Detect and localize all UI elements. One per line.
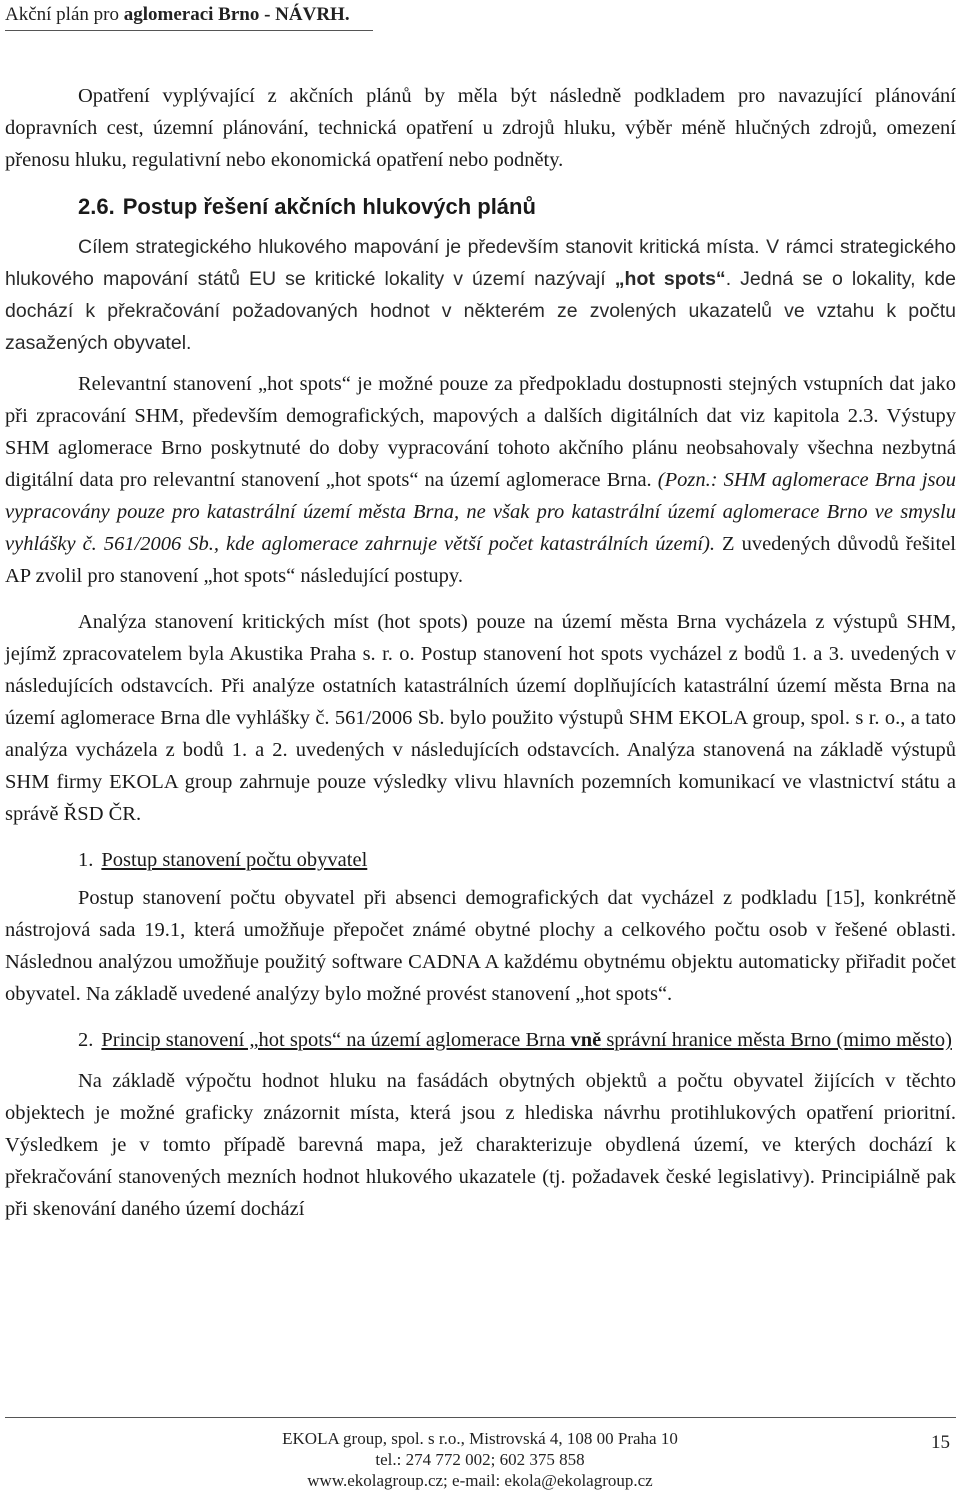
item-2-title-b: správní hranice města Brno (mimo město) bbox=[601, 1029, 952, 1051]
section-number: 2.6. bbox=[78, 194, 115, 219]
p2-note: (Pozn.: SHM aglomerace Brna jsou vypracovány pouze pro katastrální území města Brna, ne však pro katastrální území aglomerace Brno ve smyslu vyhlášky č. 561/2006 Sb., kde aglomerace zahrnuje větší počet katastrálních území). bbox=[5, 469, 956, 555]
section-title: Postup řešení akčních hlukových plánů bbox=[122, 194, 536, 219]
header-rule bbox=[5, 30, 373, 31]
intro-paragraph: Opatření vyplývající z akčních plánů by měla být následně podkladem pro navazující plánování dopravních cest, územní plánování, technická opatření u zdrojů hluku, výběr méně hlučných zdrojů, omezení přenosu hluku, regulativní nebo ekonomická opatření nebo podněty. bbox=[5, 85, 956, 171]
page-footer bbox=[0, 1428, 960, 1491]
hot-spots-term: „hot spots“ bbox=[614, 268, 726, 290]
item-2-number: 2. bbox=[78, 1029, 94, 1051]
section-heading bbox=[78, 192, 956, 222]
item-2-heading bbox=[5, 1024, 956, 1056]
document-body bbox=[5, 80, 956, 1225]
section-p1-text: Cílem strategického hlukového mapování je především stanovit kritická místa. V rámci strategického hlukového mapování států EU se kritické lokality v území nazývají bbox=[5, 236, 956, 290]
item-1-number: 1. bbox=[78, 849, 94, 871]
p2-rest: Z uvedených důvodů řešitel AP zvolil pro stanovení „hot spots“ následující postupy. bbox=[5, 533, 956, 587]
footer-rule bbox=[5, 1417, 956, 1418]
header-title: aglomeraci Brno - NÁVRH. bbox=[123, 4, 350, 25]
paragraph-analysis: Analýza stanovení kritických míst (hot spots) pouze na území města Brna vycházela z výstupů SHM, jejímž zpracovatelem byla Akustika Praha s. r. o. Postup stanovení hot spots vycházel z bodů 1. a 3. uvedených v následujících odstavcích. Při analýze ostatních katastrálních území doplňujících katastrální území města Brna na území aglomerace Brna dle vyhlášky č. 561/2006 Sb. bylo použito výstupů SHM EKOLA group, spol. s r. o., a tato analýza vycházela z bodů 1. a 2. uvedených v následujících odstavcích. Analýza stanovená na základě výstupů SHM firmy EKOLA group zahrnuje pouze výsledky vlivu hlavních pozemních komunikací ve vlastnictví státu a správě ŘSD ČR. bbox=[5, 611, 956, 825]
page-number: 15 bbox=[931, 1432, 950, 1453]
item-1-title: Postup stanovení počtu obyvatel bbox=[101, 849, 368, 871]
footer-address: EKOLA group, spol. s r.o., Mistrovská 4, 108 00 Praha 10 bbox=[282, 1429, 678, 1448]
header-prefix: Akční plán pro bbox=[5, 4, 124, 25]
section-intro bbox=[5, 231, 956, 359]
item-2-title-bold: vně bbox=[570, 1029, 602, 1051]
paragraph-relevant bbox=[5, 368, 956, 592]
section-paragraph-1 bbox=[5, 231, 956, 359]
section-p1-rest: . Jedná se o lokality, kde dochází k překračování požadovaných hodnot v některém ze zvolených ukazatelů ve vztahu k počtu zasažených obyvatel. bbox=[5, 268, 957, 354]
item-2-title-a: Princip stanovení „hot spots“ na území aglomerace Brna bbox=[101, 1029, 571, 1051]
footer-phone: tel.: 274 772 002; 602 375 858 bbox=[375, 1450, 585, 1469]
running-header bbox=[5, 4, 350, 26]
footer-web: www.ekolagroup.cz; e-mail: ekola@ekolagroup.cz bbox=[307, 1471, 653, 1490]
item-2-paragraph: Na základě výpočtu hodnot hluku na fasádách obytných objektů a počtu obyvatel žijících v těchto objektech je možné graficky znázornit místa, která jsou z hlediska návrhu protihlukových opatření prioritní. Výsledkem je v tomto případě barevná mapa, jež charakterizuje obydlená území, ve kterých dochází k překračování stanovených mezních hodnot hlukového ukazatele (tj. požadavek české legislativy). Principiálně pak při skenování daného území dochází bbox=[5, 1070, 956, 1220]
p2-text: Relevantní stanovení „hot spots“ je možné pouze za předpokladu dostupnosti stejných vstupních dat jako při zpracování SHM, především demografických, mapových a dalších digitálních dat viz kapitola 2.3. Výstupy SHM aglomerace Brno poskytnuté do doby vypracování tohoto akčního plánu neobsahovaly všechna nezbytná digitální data pro relevantní stanovení „hot spots“ na území aglomerace Brna. bbox=[5, 373, 956, 491]
item-1-paragraph: Postup stanovení počtu obyvatel při absenci demografických dat vycházel z podkladu [15], konkrétně nástrojová sada 19.1, která umožňuje přepočet známé obytné plochy a celkového počtu osob v řešené oblasti. Následnou analýzou umožňuje použitý software CADNA A každému obytnému objektu automaticky přiřadit počet obyvatel. Na základě uvedené analýzy bylo možné provést stanovení „hot spots“. bbox=[5, 887, 956, 1005]
item-1-heading bbox=[5, 844, 956, 876]
